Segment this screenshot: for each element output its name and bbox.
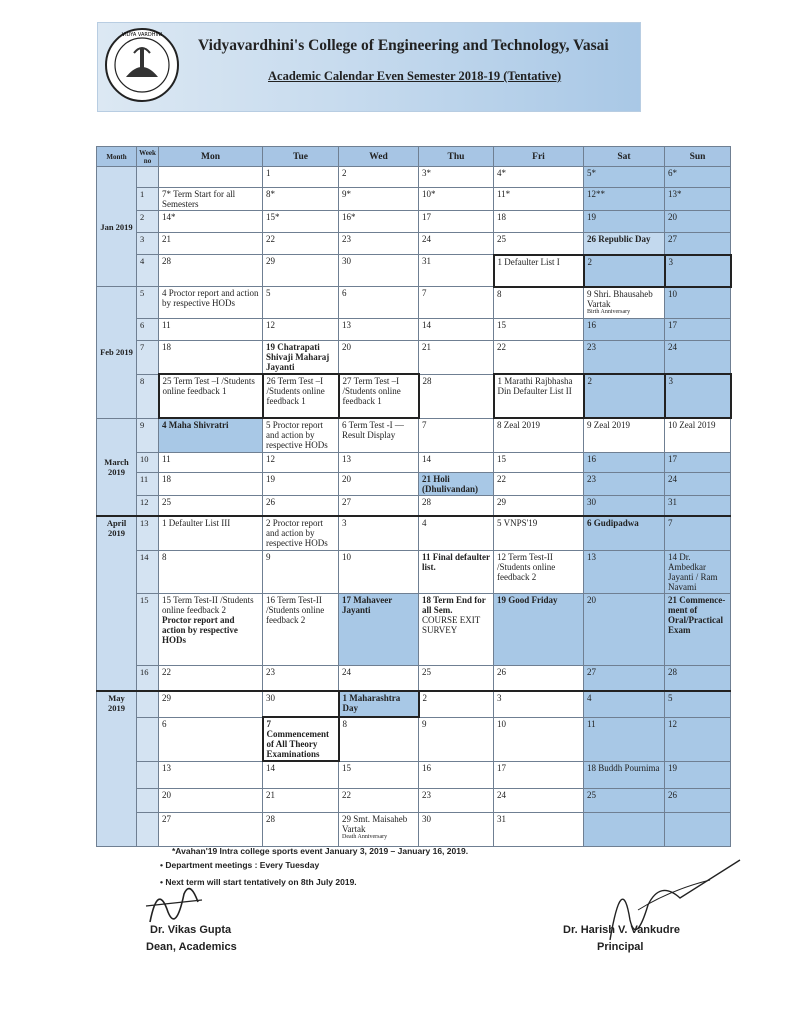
month-label: Jan 2019 bbox=[97, 167, 137, 287]
day-cell: 29 bbox=[263, 255, 339, 287]
table-row bbox=[97, 717, 731, 761]
day-cell: 9 bbox=[419, 717, 494, 761]
day-cell: 1 Defaulter List I bbox=[494, 255, 584, 287]
day-cell: 19 bbox=[665, 761, 731, 788]
day-cell: 1 Defaulter List III bbox=[159, 516, 263, 550]
table-row bbox=[97, 495, 731, 516]
day-cell: 7* Term Start for all Semesters bbox=[159, 188, 263, 211]
day-cell: 15* bbox=[263, 211, 339, 233]
table-row bbox=[97, 188, 731, 211]
day-cell: 22 bbox=[494, 472, 584, 495]
day-cell: 23 bbox=[339, 233, 419, 255]
table-row bbox=[97, 550, 731, 593]
day-cell: 23 bbox=[419, 788, 494, 812]
day-cell: 12 Term Test-II /Students online feedback 2 bbox=[494, 550, 584, 593]
day-cell: 23 bbox=[584, 341, 665, 375]
table-row bbox=[97, 472, 731, 495]
day-cell: 9 Zeal 2019 bbox=[584, 418, 665, 452]
table-row bbox=[97, 691, 731, 717]
week-number-cell bbox=[137, 788, 159, 812]
day-cell: 17 Mahaveer Jayanti bbox=[339, 593, 419, 665]
day-cell: 3 bbox=[339, 516, 419, 550]
day-cell: 3 bbox=[494, 691, 584, 717]
day-cell: 16* bbox=[339, 211, 419, 233]
week-number-cell: 8 bbox=[137, 374, 159, 418]
week-number-cell: 5 bbox=[137, 287, 159, 319]
day-cell: 14 bbox=[263, 761, 339, 788]
day-cell: 24 bbox=[339, 665, 419, 691]
day-cell: 23 bbox=[584, 472, 665, 495]
day-cell: 6 bbox=[159, 717, 263, 761]
dean-title: Dean, Academics bbox=[146, 941, 237, 953]
day-cell: 25 bbox=[159, 495, 263, 516]
day-cell: 16 bbox=[419, 761, 494, 788]
day-cell: 26 Term Test –I /Students online feedback 1 bbox=[263, 374, 339, 418]
day-cell: 25 Term Test –I /Students online feedback 1 bbox=[159, 374, 263, 418]
day-cell: 4 Maha Shivratri bbox=[159, 418, 263, 452]
day-cell: 19 bbox=[263, 472, 339, 495]
day-cell: 11 bbox=[159, 319, 263, 341]
day-cell: 21 Holi (Dhulivandan) bbox=[419, 472, 494, 495]
day-cell: 5* bbox=[584, 167, 665, 188]
col-sat: Sat bbox=[584, 147, 665, 167]
day-cell: 10 bbox=[494, 717, 584, 761]
day-cell: 14 Dr. Ambedkar Jayanti / Ram Navami bbox=[665, 550, 731, 593]
day-cell: 14 bbox=[419, 452, 494, 472]
col-month: Month bbox=[97, 147, 137, 167]
day-cell: 19 bbox=[584, 211, 665, 233]
day-cell: 10* bbox=[419, 188, 494, 211]
table-row bbox=[97, 233, 731, 255]
day-cell: 17 bbox=[494, 761, 584, 788]
day-cell: 24 bbox=[665, 472, 731, 495]
day-cell: 5 bbox=[665, 691, 731, 717]
day-cell: 27 bbox=[159, 812, 263, 846]
day-cell: 25 bbox=[584, 788, 665, 812]
day-cell: 26 Republic Day bbox=[584, 233, 665, 255]
day-cell: 2 Proctor report and action by respective HODs bbox=[263, 516, 339, 550]
day-cell: 28 bbox=[159, 255, 263, 287]
college-name: Vidyavardhini's College of Engineering and Technology, Vasai bbox=[198, 37, 609, 54]
day-cell: 14 bbox=[419, 319, 494, 341]
day-cell: 7 bbox=[419, 287, 494, 319]
day-cell: 13* bbox=[665, 188, 731, 211]
day-cell: 12** bbox=[584, 188, 665, 211]
day-cell: 16 Term Test-II /Students online feedback 2 bbox=[263, 593, 339, 665]
table-row bbox=[97, 788, 731, 812]
day-cell: 27 bbox=[584, 665, 665, 691]
day-cell: 15 bbox=[494, 452, 584, 472]
day-cell: 30 bbox=[263, 691, 339, 717]
day-cell: 3* bbox=[419, 167, 494, 188]
day-cell: 1 Maharashtra Day bbox=[339, 691, 419, 717]
week-number-cell: 4 bbox=[137, 255, 159, 287]
day-cell: 3 bbox=[665, 255, 731, 287]
day-cell: 30 bbox=[339, 255, 419, 287]
day-cell: 13 bbox=[159, 761, 263, 788]
academic-calendar-table bbox=[96, 146, 732, 847]
month-label: May 2019 bbox=[97, 691, 137, 846]
day-cell: 15 bbox=[339, 761, 419, 788]
day-cell: 18 Term End for all Sem. COURSE EXIT SURVEY bbox=[419, 593, 494, 665]
day-cell: 2 bbox=[584, 374, 665, 418]
week-number-cell: 13 bbox=[137, 516, 159, 550]
day-cell: 23 bbox=[263, 665, 339, 691]
day-cell: 18 bbox=[494, 211, 584, 233]
document-header bbox=[97, 22, 641, 112]
note-department-meetings: • Department meetings : Every Tuesday bbox=[160, 860, 320, 870]
week-number-cell bbox=[137, 812, 159, 846]
day-cell: 9 Shri. Bhausaheb Vartak Birth Anniversary bbox=[584, 287, 665, 319]
day-cell: 6 Gudipadwa bbox=[584, 516, 665, 550]
day-cell: 20 bbox=[339, 472, 419, 495]
week-number-cell: 7 bbox=[137, 341, 159, 375]
note-next-term: • Next term will start tentatively on 8th July 2019. bbox=[160, 877, 357, 887]
header-row bbox=[97, 147, 731, 167]
day-cell: 29 bbox=[494, 495, 584, 516]
day-cell: 20 bbox=[665, 211, 731, 233]
day-cell: 4 bbox=[584, 691, 665, 717]
day-cell: 5 Proctor report and action by respective HODs bbox=[263, 418, 339, 452]
svg-text:VIDYA VARDHINI: VIDYA VARDHINI bbox=[121, 32, 163, 38]
day-cell: 15 bbox=[494, 319, 584, 341]
week-number-cell bbox=[137, 691, 159, 717]
principal-name: Dr. Harish V. Vankudre bbox=[563, 924, 680, 936]
week-number-cell bbox=[137, 717, 159, 761]
col-mon: Mon bbox=[159, 147, 263, 167]
day-cell: 21 bbox=[263, 788, 339, 812]
month-label: March 2019 bbox=[97, 418, 137, 516]
day-cell: 2 bbox=[339, 167, 419, 188]
day-cell: 31 bbox=[665, 495, 731, 516]
day-cell: 4 bbox=[419, 516, 494, 550]
col-wed: Wed bbox=[339, 147, 419, 167]
day-cell: 7 Commencement of All Theory Examinations bbox=[263, 717, 339, 761]
day-cell: 27 Term Test –I /Students online feedback 1 bbox=[339, 374, 419, 418]
day-cell: 26 bbox=[665, 788, 731, 812]
day-cell: 10 bbox=[665, 287, 731, 319]
day-cell: 2 bbox=[419, 691, 494, 717]
table-row bbox=[97, 418, 731, 452]
week-number-cell: 9 bbox=[137, 418, 159, 452]
dean-signature bbox=[140, 872, 210, 932]
day-cell: 28 bbox=[665, 665, 731, 691]
day-cell: 22 bbox=[263, 233, 339, 255]
day-cell: 13 bbox=[339, 319, 419, 341]
day-cell: 11 bbox=[584, 717, 665, 761]
day-cell: 8 bbox=[159, 550, 263, 593]
day-cell: 20 bbox=[584, 593, 665, 665]
day-cell: 19 Good Friday bbox=[494, 593, 584, 665]
day-cell: 15 Term Test-II /Students online feedback 2 Proctor report and action by respective HODs bbox=[159, 593, 263, 665]
table-row bbox=[97, 665, 731, 691]
week-number-cell: 16 bbox=[137, 665, 159, 691]
week-number-cell: 3 bbox=[137, 233, 159, 255]
table-row bbox=[97, 167, 731, 188]
day-cell: 17 bbox=[665, 319, 731, 341]
day-cell: 18 bbox=[159, 341, 263, 375]
day-cell: 7 bbox=[665, 516, 731, 550]
day-cell: 24 bbox=[494, 788, 584, 812]
table-row bbox=[97, 319, 731, 341]
week-number-cell: 15 bbox=[137, 593, 159, 665]
day-cell: 22 bbox=[339, 788, 419, 812]
table-row bbox=[97, 812, 731, 846]
table-row bbox=[97, 761, 731, 788]
day-cell: 10 bbox=[339, 550, 419, 593]
table-row bbox=[97, 516, 731, 550]
day-cell: 13 bbox=[339, 452, 419, 472]
table-row bbox=[97, 255, 731, 287]
week-number-cell: 10 bbox=[137, 452, 159, 472]
day-cell: 17 bbox=[419, 211, 494, 233]
day-cell: 2 bbox=[584, 255, 665, 287]
day-cell: 28 bbox=[263, 812, 339, 846]
day-cell: 29 bbox=[159, 691, 263, 717]
day-cell: 13 bbox=[584, 550, 665, 593]
day-cell: 16 bbox=[584, 319, 665, 341]
day-cell: 17 bbox=[665, 452, 731, 472]
day-cell: 11 bbox=[159, 452, 263, 472]
day-cell: 24 bbox=[419, 233, 494, 255]
day-cell: 31 bbox=[494, 812, 584, 846]
day-cell: 5 bbox=[263, 287, 339, 319]
day-cell: 12 bbox=[665, 717, 731, 761]
table-row bbox=[97, 374, 731, 418]
day-cell: 9* bbox=[339, 188, 419, 211]
day-cell: 8 bbox=[339, 717, 419, 761]
day-cell: 26 bbox=[494, 665, 584, 691]
day-cell: 10 Zeal 2019 bbox=[665, 418, 731, 452]
day-cell: 30 bbox=[419, 812, 494, 846]
col-fri: Fri bbox=[494, 147, 584, 167]
table-row bbox=[97, 452, 731, 472]
day-cell: 31 bbox=[419, 255, 494, 287]
month-label: Feb 2019 bbox=[97, 287, 137, 419]
day-cell: 12 bbox=[263, 452, 339, 472]
day-cell: 19 Chatrapati Shivaji Maharaj Jayanti bbox=[263, 341, 339, 375]
day-cell: 29 Smt. Maisaheb Vartak Death Anniversary bbox=[339, 812, 419, 846]
col-tue: Tue bbox=[263, 147, 339, 167]
month-label: April 2019 bbox=[97, 516, 137, 691]
principal-title: Principal bbox=[597, 941, 644, 953]
day-cell: 20 bbox=[339, 341, 419, 375]
day-cell: 25 bbox=[494, 233, 584, 255]
day-cell: 21 bbox=[159, 233, 263, 255]
day-cell: 30 bbox=[584, 495, 665, 516]
calendar-title: Academic Calendar Even Semester 2018-19 (Tentative) bbox=[268, 69, 562, 83]
week-number-cell: 11 bbox=[137, 472, 159, 495]
week-number-cell: 12 bbox=[137, 495, 159, 516]
day-cell: 27 bbox=[339, 495, 419, 516]
week-number-cell: 1 bbox=[137, 188, 159, 211]
day-cell: 8 Zeal 2019 bbox=[494, 418, 584, 452]
table-row bbox=[97, 211, 731, 233]
day-cell bbox=[159, 167, 263, 188]
day-cell: 20 bbox=[159, 788, 263, 812]
day-cell: 6 bbox=[339, 287, 419, 319]
day-cell: 9 bbox=[263, 550, 339, 593]
day-cell: 16 bbox=[584, 452, 665, 472]
day-cell: 18 bbox=[159, 472, 263, 495]
col-week: Week no bbox=[137, 147, 159, 167]
day-cell: 8* bbox=[263, 188, 339, 211]
week-number-cell bbox=[137, 167, 159, 188]
day-cell: 21 Commence-ment of Oral/Practical Exam bbox=[665, 593, 731, 665]
day-cell: 18 Buddh Pournima bbox=[584, 761, 665, 788]
week-number-cell: 14 bbox=[137, 550, 159, 593]
day-cell: 3 bbox=[665, 374, 731, 418]
day-cell bbox=[584, 812, 665, 846]
day-cell: 22 bbox=[494, 341, 584, 375]
day-cell: 11 Final defaulter list. bbox=[419, 550, 494, 593]
col-sun: Sun bbox=[665, 147, 731, 167]
day-cell: 22 bbox=[159, 665, 263, 691]
day-cell: 28 bbox=[419, 495, 494, 516]
college-logo bbox=[104, 27, 180, 103]
day-cell: 25 bbox=[419, 665, 494, 691]
day-cell: 14* bbox=[159, 211, 263, 233]
day-cell: 12 bbox=[263, 319, 339, 341]
day-cell: 4 Proctor report and action by respective HODs bbox=[159, 287, 263, 319]
table-row bbox=[97, 341, 731, 375]
week-number-cell: 2 bbox=[137, 211, 159, 233]
day-cell: 6* bbox=[665, 167, 731, 188]
day-cell: 11* bbox=[494, 188, 584, 211]
week-number-cell bbox=[137, 761, 159, 788]
day-cell: 28 bbox=[419, 374, 494, 418]
day-cell: 5 VNPS'19 bbox=[494, 516, 584, 550]
day-cell: 21 bbox=[419, 341, 494, 375]
dean-name: Dr. Vikas Gupta bbox=[150, 924, 232, 936]
day-cell: 7 bbox=[419, 418, 494, 452]
table-row bbox=[97, 287, 731, 319]
day-cell: 24 bbox=[665, 341, 731, 375]
day-cell: 4* bbox=[494, 167, 584, 188]
day-cell: 6 Term Test -I — Result Display bbox=[339, 418, 419, 452]
note-avahan: *Avahan'19 Intra college sports event January 3, 2019 – January 16, 2019. bbox=[172, 846, 469, 856]
day-cell bbox=[665, 812, 731, 846]
day-cell: 1 bbox=[263, 167, 339, 188]
table-row bbox=[97, 593, 731, 665]
week-number-cell: 6 bbox=[137, 319, 159, 341]
day-cell: 26 bbox=[263, 495, 339, 516]
day-cell: 27 bbox=[665, 233, 731, 255]
day-cell: 8 bbox=[494, 287, 584, 319]
col-thu: Thu bbox=[419, 147, 494, 167]
day-cell: 1 Marathi Rajbhasha Din Defaulter List II bbox=[494, 374, 584, 418]
